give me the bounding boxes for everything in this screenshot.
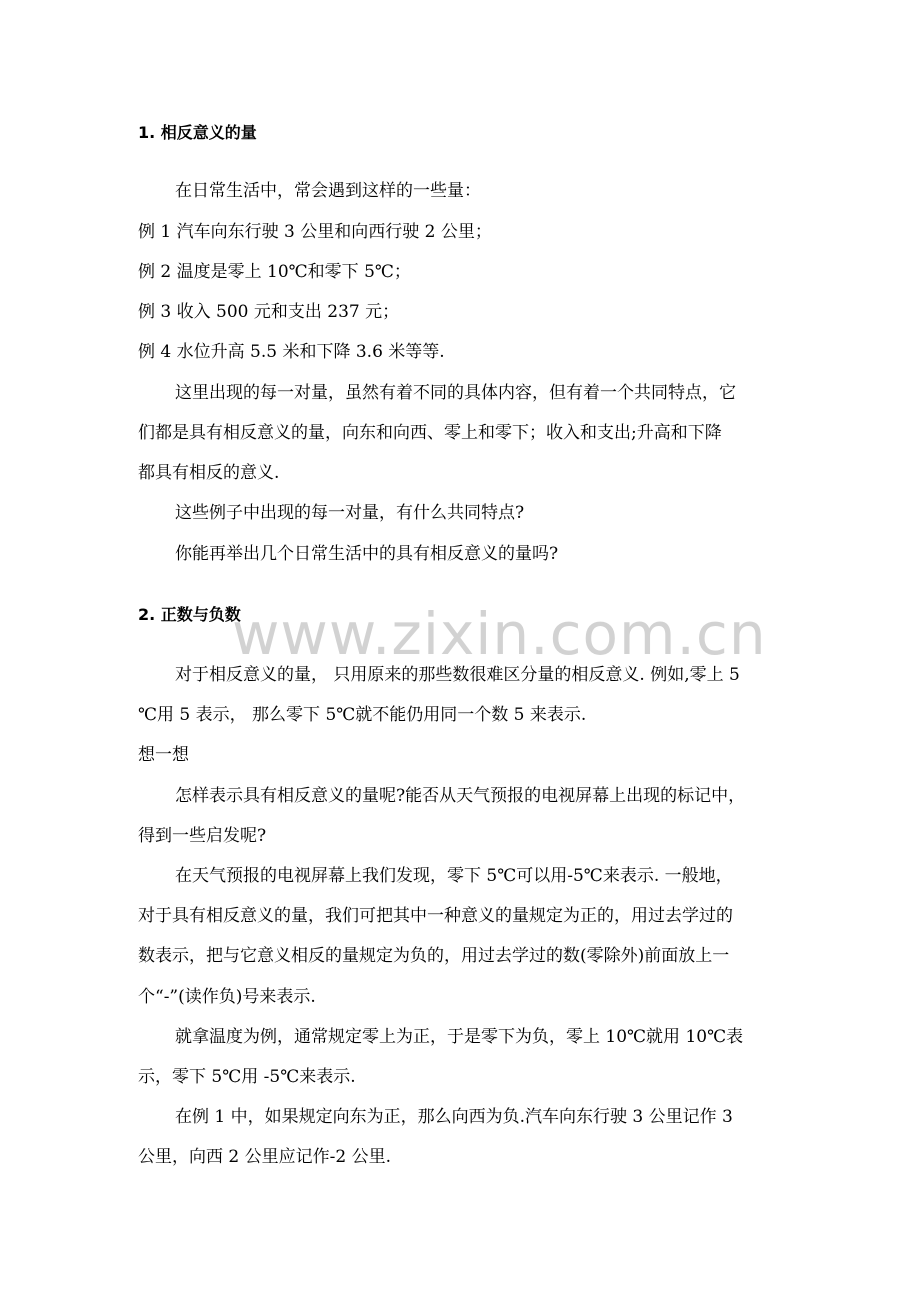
paragraph-line: 在例 1 中，如果规定向东为正，那么向西为负.汽车向东行驶 3 公里记作 3: [175, 1107, 733, 1127]
paragraph-line: 对于相反意义的量， 只用原来的那些数很难区分量的相反意义. 例如,零上 5: [175, 665, 740, 685]
subheading-line: 想一想: [138, 745, 189, 765]
example-line: 例 4 水位升高 5.5 米和下降 3.6 米等等.: [138, 342, 445, 362]
paragraph-line: 得到一些启发呢?: [138, 826, 267, 846]
paragraph-line: 在天气预报的电视屏幕上我们发现，零下 5℃可以用-5℃来表示. 一般地，: [175, 866, 733, 886]
watermark: www.zixin.com.cn: [232, 600, 767, 668]
paragraph-line: 怎样表示具有相反意义的量呢?能否从天气预报的电视屏幕上出现的标记中，: [175, 786, 746, 806]
paragraph-line: ℃用 5 表示， 那么零下 5℃就不能仍用同一个数 5 来表示.: [138, 705, 587, 725]
paragraph-line: 这些例子中出现的每一对量，有什么共同特点?: [175, 503, 525, 523]
paragraph-line: 个“-”(读作负)号来表示.: [138, 987, 316, 1007]
section-heading-2: 2. 正数与负数: [138, 605, 241, 624]
example-line: 例 2 温度是零上 10℃和零下 5℃；: [138, 262, 411, 282]
paragraph-line: 对于具有相反意义的量，我们可把其中一种意义的量规定为正的，用过去学过的: [138, 906, 733, 926]
paragraph-line: 就拿温度为例，通常规定零上为正，于是零下为负，零上 10℃就用 10℃表: [175, 1027, 744, 1047]
paragraph-line: 示，零下 5℃用 -5℃来表示.: [138, 1067, 356, 1087]
paragraph-line: 数表示，把与它意义相反的量规定为负的，用过去学过的数(零除外)前面放上一: [138, 946, 730, 966]
paragraph-line: 们都是具有相反意义的量，向东和向西、零上和零下；收入和支出;升高和下降: [138, 423, 722, 443]
example-line: 例 1 汽车向东行驶 3 公里和向西行驶 2 公里；: [138, 222, 492, 242]
paragraph-line: 你能再举出几个日常生活中的具有相反意义的量吗?: [175, 544, 559, 564]
paragraph-line: 在日常生活中，常会遇到这样的一些量：: [175, 181, 481, 201]
section-heading-1: 1. 相反意义的量: [138, 123, 257, 142]
example-line: 例 3 收入 500 元和支出 237 元；: [138, 302, 400, 322]
paragraph-line: 这里出现的每一对量，虽然有着不同的具体内容，但有着一个共同特点，它: [175, 383, 736, 403]
paragraph-line: 公里，向西 2 公里应记作-2 公里.: [138, 1147, 391, 1167]
paragraph-line: 都具有相反的意义.: [138, 463, 280, 483]
